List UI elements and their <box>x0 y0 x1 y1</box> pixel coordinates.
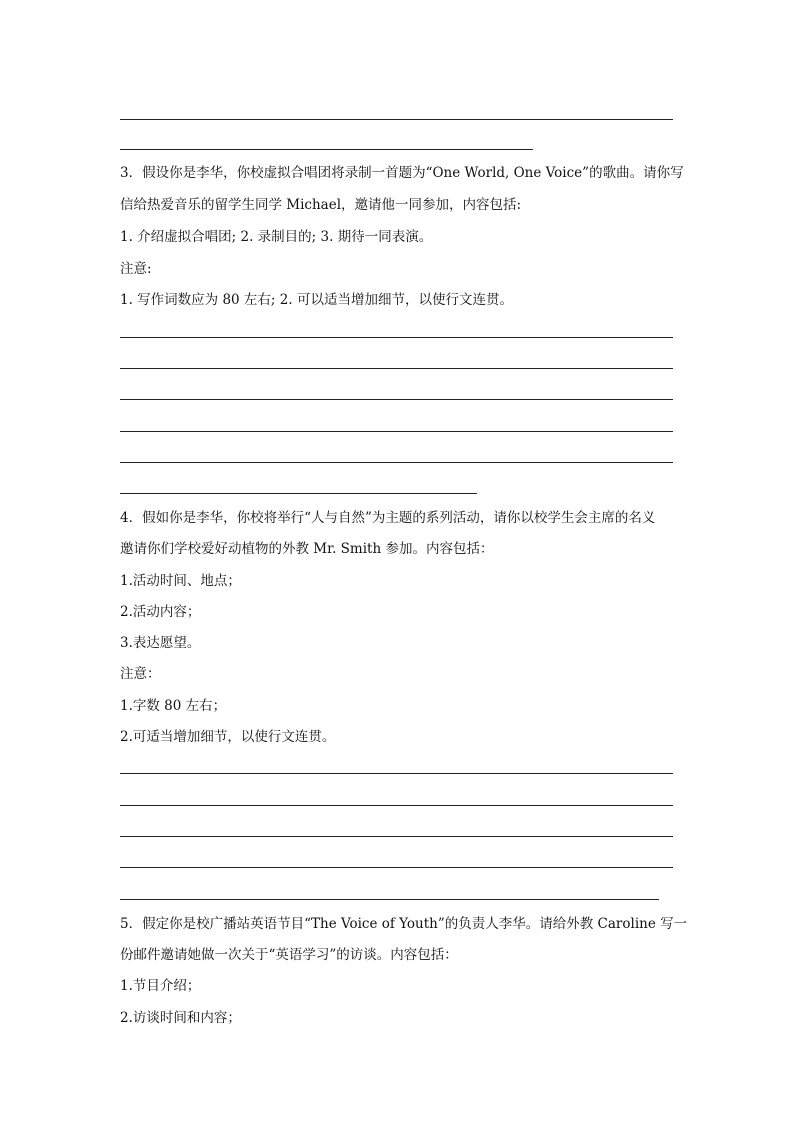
q3-prompt-line-1: 3．假设你是李华，你校虚拟合唱团将录制一首题为“One World, One Voice”的歌曲。请你写 <box>120 165 684 181</box>
q4-note-1: 1.字数 80 左右； <box>120 698 227 714</box>
q4-item-1: 1.活动时间、地点； <box>120 573 241 589</box>
q5-prompt-line-2: 份邮件邀请她做一次关于“英语学习”的访谈。内容包括： <box>120 947 458 963</box>
q5-prompt-line-1: 5．假定你是校广播站英语节目“The Voice of Youth”的负责人李华。请给外教 Caroline 写一 <box>120 916 688 932</box>
answer-line <box>120 431 673 432</box>
answer-line <box>120 899 659 900</box>
q5-item-2: 2.访谈时间和内容； <box>120 1010 241 1026</box>
answer-line <box>120 337 673 338</box>
q3-note-items: 1. 写作词数应为 80 左右; 2. 可以适当增加细节，以使行文连贯。 <box>120 292 513 308</box>
q3-content-items: 1. 介绍虚拟合唱团; 2. 录制目的; 3. 期待一同表演。 <box>120 229 433 245</box>
q4-item-2: 2.活动内容； <box>120 604 201 620</box>
answer-line <box>120 773 673 774</box>
answer-line <box>120 399 673 400</box>
answer-line <box>120 493 477 494</box>
q3-note-heading: 注意: <box>120 261 152 277</box>
q4-prompt-line-2: 邀请你们学校爱好动植物的外教 Mr. Smith 参加。内容包括： <box>120 541 494 557</box>
answer-line <box>120 836 673 837</box>
q4-note-2: 2.可适当增加细节，以使行文连贯。 <box>120 729 336 745</box>
answer-line <box>120 867 673 868</box>
answer-line <box>120 368 673 369</box>
q4-prompt-line-1: 4．假如你是李华，你校将举行“人与自然”为主题的系列活动，请你以校学生会主席的名义 <box>120 510 656 526</box>
answer-line <box>120 149 533 150</box>
answer-line <box>120 119 673 120</box>
answer-line <box>120 462 673 463</box>
answer-line <box>120 805 673 806</box>
q4-note-heading: 注意： <box>120 666 161 682</box>
q4-item-3: 3.表达愿望。 <box>120 635 201 651</box>
q3-prompt-line-2: 信给热爱音乐的留学生同学 Michael，邀请他一同参加，内容包括: <box>120 197 522 213</box>
q5-item-1: 1.节目介绍； <box>120 978 201 994</box>
